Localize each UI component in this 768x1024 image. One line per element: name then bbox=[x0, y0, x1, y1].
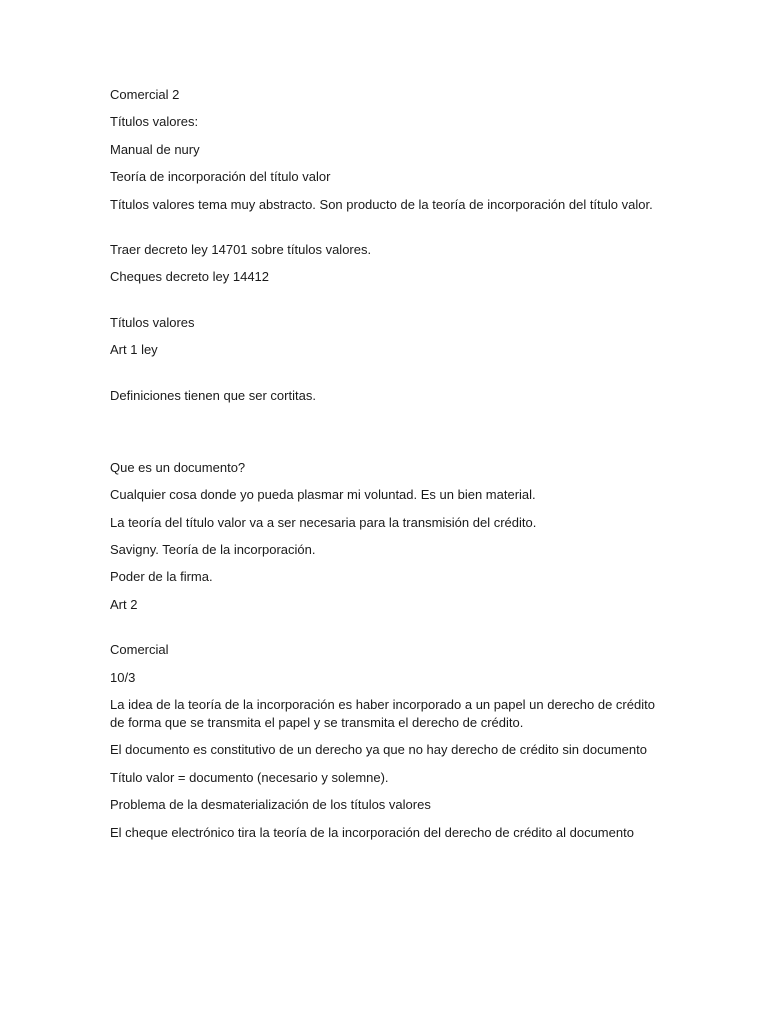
paragraph: 10/3 bbox=[110, 669, 136, 685]
paragraph: Comercial bbox=[110, 642, 169, 658]
blank-line bbox=[110, 223, 670, 241]
paragraph: Poder de la firma. bbox=[110, 569, 213, 585]
document-body bbox=[110, 86, 670, 851]
paragraph: Art 1 ley bbox=[110, 342, 158, 358]
paragraph: Art 2 bbox=[110, 596, 138, 612]
blank-line bbox=[110, 369, 670, 387]
heading-comercial-2: Comercial 2 bbox=[110, 87, 180, 102]
blank-lines bbox=[110, 414, 670, 459]
paragraph: Problema de la desmaterialización de los títulos valores bbox=[110, 797, 431, 813]
paragraph: Manual de nury bbox=[110, 141, 200, 157]
paragraph: Títulos valores tema muy abstracto. Son producto de la teoría de incorporación del título valor. bbox=[110, 196, 653, 212]
paragraph: Savigny. Teoría de la incorporación. bbox=[110, 542, 316, 558]
paragraph: Definiciones tienen que ser cortitas. bbox=[110, 387, 316, 403]
paragraph: Título valor = documento (necesario y solemne). bbox=[110, 769, 389, 785]
paragraph: El cheque electrónico tira la teoría de la incorporación del derecho de crédito al documento bbox=[110, 824, 634, 840]
paragraph: La idea de la teoría de la incorporación es haber incorporado a un papel un derecho de crédito de forma que se transmita el papel y se transmita el derecho de crédito. bbox=[110, 697, 655, 731]
paragraph: Teoría de incorporación del título valor bbox=[110, 169, 331, 185]
blank-line bbox=[110, 296, 670, 314]
blank-line bbox=[110, 623, 670, 641]
paragraph: Cheques decreto ley 14412 bbox=[110, 269, 270, 285]
paragraph: Cualquier cosa donde yo pueda plasmar mi voluntad. Es un bien material. bbox=[110, 487, 536, 503]
paragraph: Títulos valores: bbox=[110, 114, 199, 130]
paragraph: La teoría del título valor va a ser necesaria para la transmisión del crédito. bbox=[110, 514, 537, 530]
paragraph: Que es un documento? bbox=[110, 459, 246, 475]
paragraph: Títulos valores bbox=[110, 314, 195, 330]
paragraph: El documento es constitutivo de un derecho ya que no hay derecho de crédito sin documento bbox=[110, 742, 647, 758]
paragraph: Traer decreto ley 14701 sobre títulos valores. bbox=[110, 241, 372, 257]
